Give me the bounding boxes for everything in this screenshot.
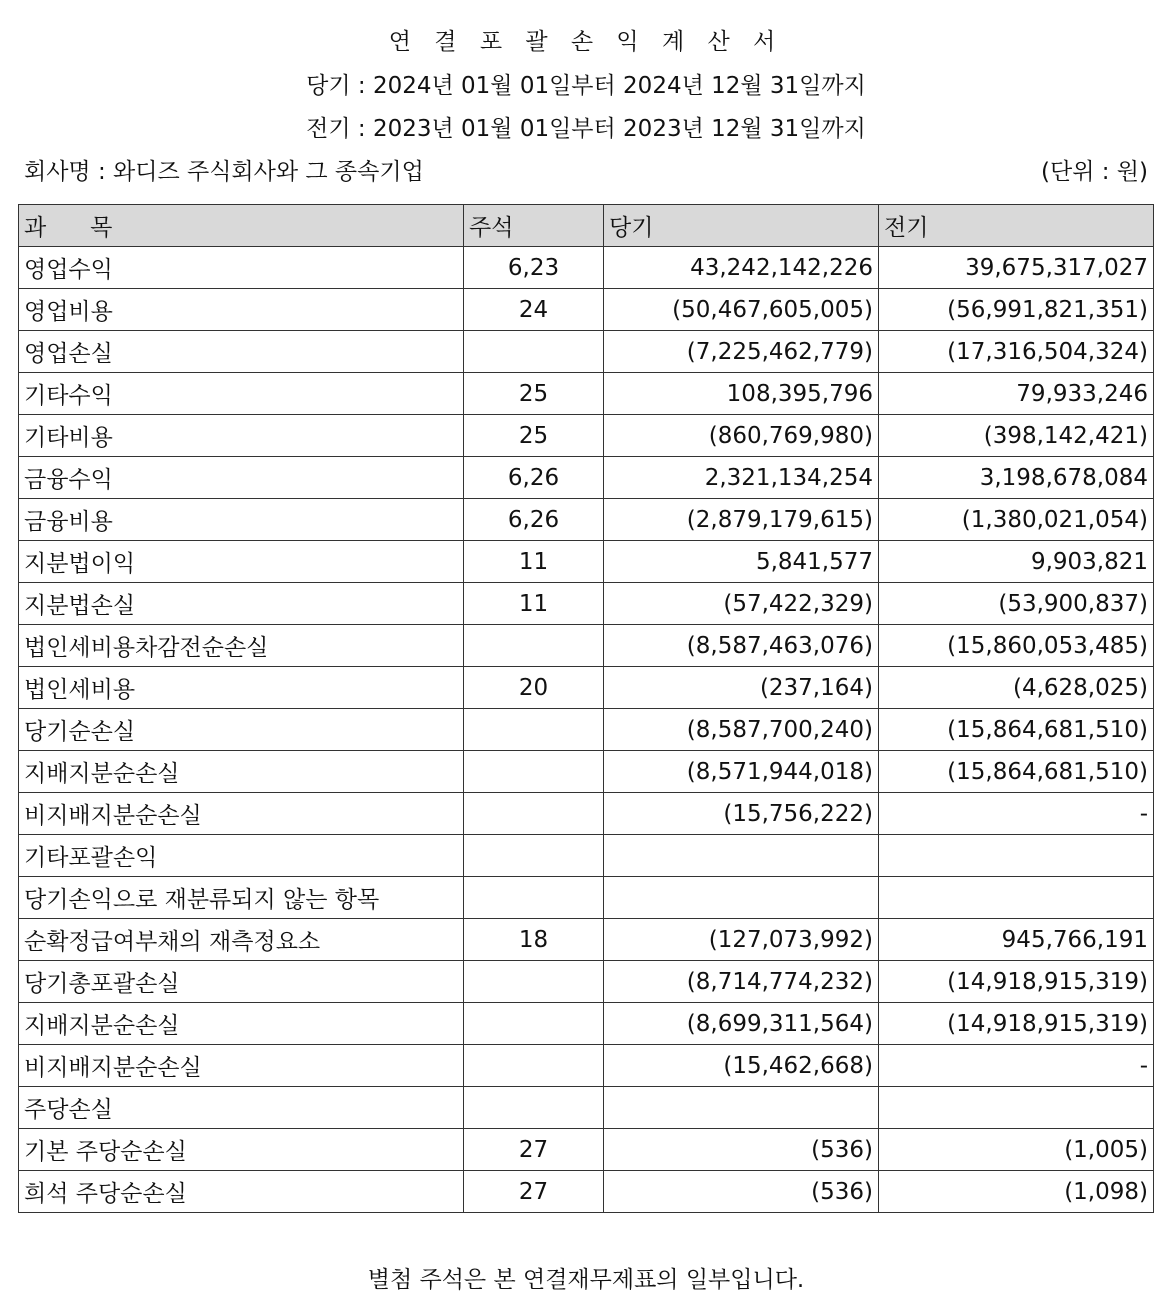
note-cell: 11	[464, 583, 604, 625]
account-cell: 비지배지분순손실	[19, 1045, 464, 1087]
current-amount-cell: (8,587,700,240)	[604, 709, 879, 751]
header-note: 주석	[464, 205, 604, 247]
account-cell: 기본 주당순손실	[19, 1129, 464, 1171]
account-cell: 법인세비용차감전순손실	[19, 625, 464, 667]
prior-amount-cell: 945,766,191	[879, 919, 1154, 961]
current-amount-cell: 43,242,142,226	[604, 247, 879, 289]
prior-amount-cell: 39,675,317,027	[879, 247, 1154, 289]
account-cell: 희석 주당순손실	[19, 1171, 464, 1213]
prior-amount-cell	[879, 877, 1154, 919]
prior-amount-cell: -	[879, 1045, 1154, 1087]
table-row	[19, 1129, 1154, 1171]
table-body	[19, 247, 1154, 1213]
prior-amount-cell	[879, 835, 1154, 877]
current-amount-cell	[604, 835, 879, 877]
table-row	[19, 1045, 1154, 1087]
note-cell	[464, 835, 604, 877]
table-row	[19, 541, 1154, 583]
note-cell	[464, 331, 604, 373]
note-cell	[464, 709, 604, 751]
note-cell	[464, 1045, 604, 1087]
note-cell: 25	[464, 415, 604, 457]
current-amount-cell: (7,225,462,779)	[604, 331, 879, 373]
account-cell: 당기순손실	[19, 709, 464, 751]
note-cell: 24	[464, 289, 604, 331]
statement-title: 연 결 포 괄 손 익 계 산 서	[388, 29, 784, 55]
account-cell: 기타포괄손익	[19, 835, 464, 877]
table-row	[19, 1003, 1154, 1045]
note-cell: 18	[464, 919, 604, 961]
note-cell: 11	[464, 541, 604, 583]
prior-amount-cell: (56,991,821,351)	[879, 289, 1154, 331]
account-cell: 기타수익	[19, 373, 464, 415]
current-amount-cell: (57,422,329)	[604, 583, 879, 625]
prior-amount-cell: (15,860,053,485)	[879, 625, 1154, 667]
prior-amount-cell: (53,900,837)	[879, 583, 1154, 625]
account-cell: 기타비용	[19, 415, 464, 457]
unit-label: (단위 : 원)	[1041, 159, 1148, 185]
account-cell: 당기손익으로 재분류되지 않는 항목	[19, 877, 464, 919]
note-cell: 6,23	[464, 247, 604, 289]
current-amount-cell: (15,756,222)	[604, 793, 879, 835]
account-cell: 지배지분순손실	[19, 751, 464, 793]
current-period: 당기 : 2024년 01월 01일부터 2024년 12월 31일까지	[306, 73, 866, 99]
note-cell	[464, 877, 604, 919]
current-amount-cell: 2,321,134,254	[604, 457, 879, 499]
note-cell	[464, 625, 604, 667]
current-amount-cell: (127,073,992)	[604, 919, 879, 961]
account-cell: 주당손실	[19, 1087, 464, 1129]
current-amount-cell: (237,164)	[604, 667, 879, 709]
prior-amount-cell: (4,628,025)	[879, 667, 1154, 709]
current-amount-cell: (50,467,605,005)	[604, 289, 879, 331]
current-amount-cell: 5,841,577	[604, 541, 879, 583]
header-current: 당기	[604, 205, 879, 247]
table-header-row	[19, 205, 1154, 247]
note-cell: 25	[464, 373, 604, 415]
table-row	[19, 457, 1154, 499]
note-cell	[464, 961, 604, 1003]
current-amount-cell: (536)	[604, 1129, 879, 1171]
prior-amount-cell	[879, 1087, 1154, 1129]
prior-amount-cell: (17,316,504,324)	[879, 331, 1154, 373]
prior-amount-cell: 9,903,821	[879, 541, 1154, 583]
note-cell: 27	[464, 1171, 604, 1213]
table-row	[19, 625, 1154, 667]
table-row	[19, 709, 1154, 751]
current-amount-cell: (2,879,179,615)	[604, 499, 879, 541]
current-amount-cell: (8,571,944,018)	[604, 751, 879, 793]
account-cell: 순확정급여부채의 재측정요소	[19, 919, 464, 961]
company-name: 회사명 : 와디즈 주식회사와 그 종속기업	[24, 159, 424, 185]
table-row	[19, 793, 1154, 835]
prior-amount-cell: 3,198,678,084	[879, 457, 1154, 499]
account-cell: 영업수익	[19, 247, 464, 289]
note-cell: 20	[464, 667, 604, 709]
table-row	[19, 961, 1154, 1003]
table-row	[19, 1171, 1154, 1213]
table-row	[19, 499, 1154, 541]
table-row	[19, 667, 1154, 709]
table-row	[19, 331, 1154, 373]
current-amount-cell: (8,714,774,232)	[604, 961, 879, 1003]
prior-period: 전기 : 2023년 01월 01일부터 2023년 12월 31일까지	[306, 116, 866, 142]
account-cell: 영업손실	[19, 331, 464, 373]
account-cell: 지배지분순손실	[19, 1003, 464, 1045]
note-cell: 6,26	[464, 499, 604, 541]
account-cell: 영업비용	[19, 289, 464, 331]
current-amount-cell: (8,699,311,564)	[604, 1003, 879, 1045]
prior-amount-cell: (398,142,421)	[879, 415, 1154, 457]
header-account: 과 목	[19, 205, 464, 247]
account-cell: 지분법손실	[19, 583, 464, 625]
current-amount-cell: (15,462,668)	[604, 1045, 879, 1087]
note-cell	[464, 1087, 604, 1129]
current-amount-cell: (8,587,463,076)	[604, 625, 879, 667]
current-amount-cell: (536)	[604, 1171, 879, 1213]
prior-amount-cell: (1,098)	[879, 1171, 1154, 1213]
prior-amount-cell: (14,918,915,319)	[879, 961, 1154, 1003]
table-row	[19, 583, 1154, 625]
account-cell: 금융수익	[19, 457, 464, 499]
table-row	[19, 247, 1154, 289]
current-amount-cell: 108,395,796	[604, 373, 879, 415]
prior-amount-cell: (14,918,915,319)	[879, 1003, 1154, 1045]
table-row	[19, 919, 1154, 961]
account-cell: 비지배지분순손실	[19, 793, 464, 835]
note-cell	[464, 793, 604, 835]
table-row	[19, 415, 1154, 457]
table-row	[19, 751, 1154, 793]
account-cell: 지분법이익	[19, 541, 464, 583]
prior-amount-cell: (1,380,021,054)	[879, 499, 1154, 541]
table-row	[19, 373, 1154, 415]
note-cell	[464, 1003, 604, 1045]
income-statement-table	[18, 204, 1154, 1213]
prior-amount-cell: 79,933,246	[879, 373, 1154, 415]
account-cell: 당기총포괄손실	[19, 961, 464, 1003]
table-row	[19, 1087, 1154, 1129]
prior-amount-cell: (15,864,681,510)	[879, 751, 1154, 793]
prior-amount-cell: (1,005)	[879, 1129, 1154, 1171]
current-amount-cell: (860,769,980)	[604, 415, 879, 457]
table-row	[19, 835, 1154, 877]
header-prior: 전기	[879, 205, 1154, 247]
note-cell: 6,26	[464, 457, 604, 499]
account-cell: 법인세비용	[19, 667, 464, 709]
prior-amount-cell: -	[879, 793, 1154, 835]
prior-amount-cell: (15,864,681,510)	[879, 709, 1154, 751]
note-cell	[464, 751, 604, 793]
table-row	[19, 877, 1154, 919]
note-cell: 27	[464, 1129, 604, 1171]
account-cell: 금융비용	[19, 499, 464, 541]
current-amount-cell	[604, 1087, 879, 1129]
current-amount-cell	[604, 877, 879, 919]
footer-note: 별첨 주석은 본 연결재무제표의 일부입니다.	[367, 1267, 805, 1293]
table-row	[19, 289, 1154, 331]
